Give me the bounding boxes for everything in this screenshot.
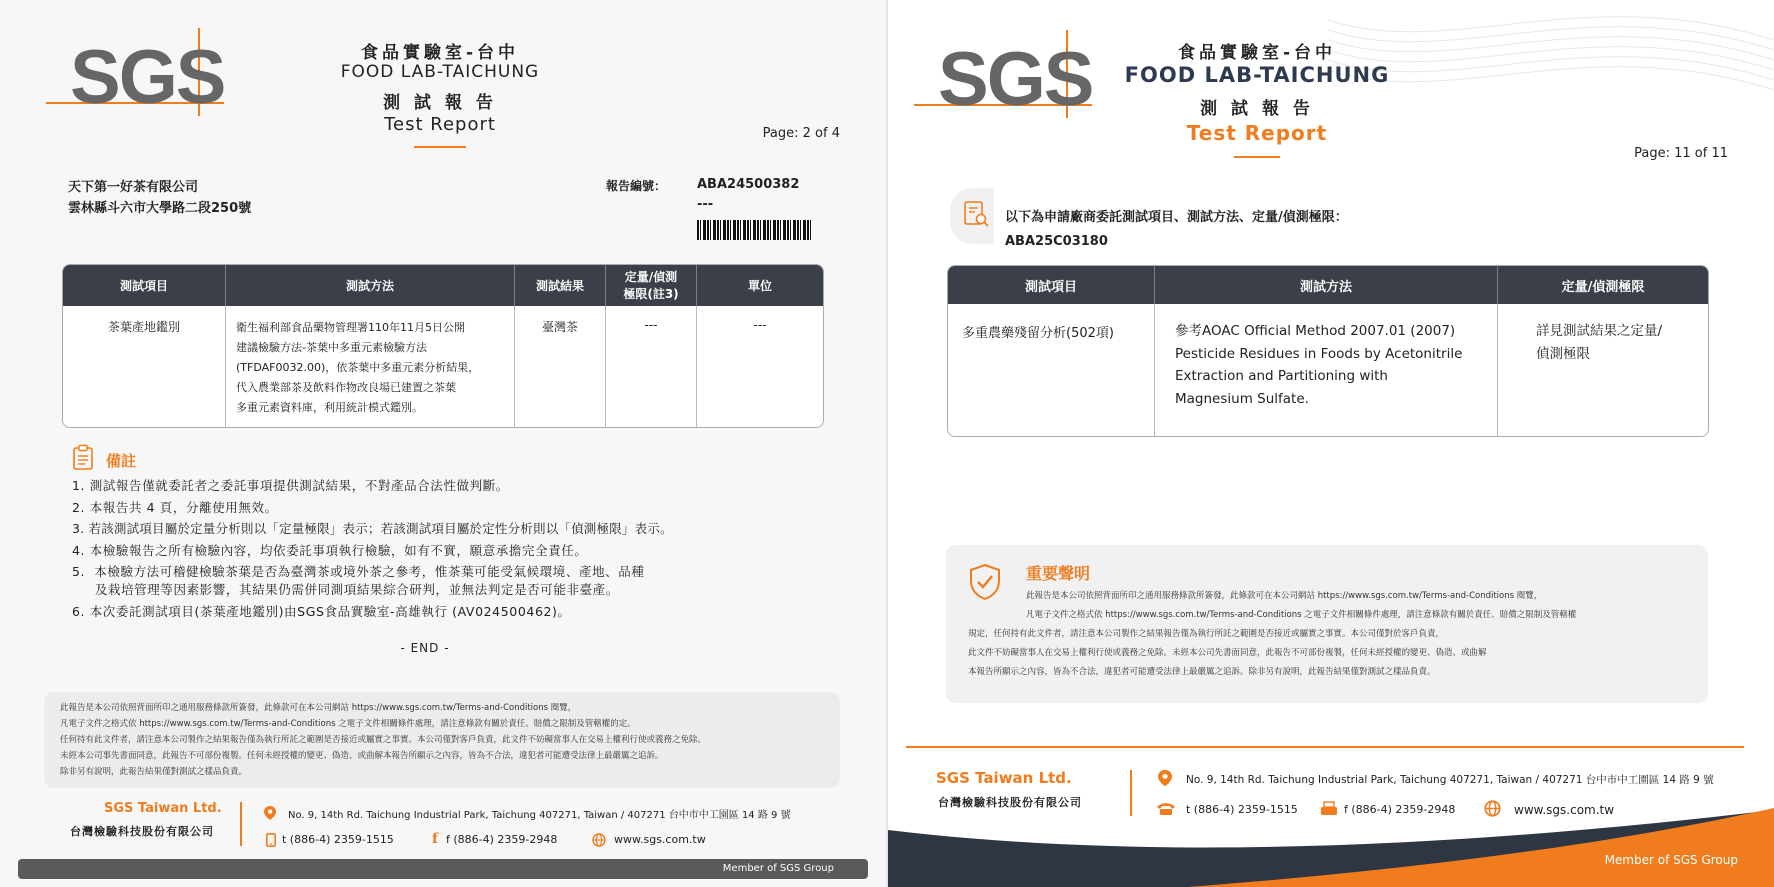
barcode [697, 220, 812, 240]
cell-limit: --- [606, 306, 697, 427]
title-underline [414, 146, 466, 148]
phone-icon [266, 832, 276, 851]
end-marker: - END - [400, 641, 450, 655]
notes-title: 備註 [106, 452, 137, 470]
note-2: 2. 本報告共 4 頁，分離使用無效。 [72, 499, 278, 515]
company-name-en: SGS Taiwan Ltd. [104, 801, 222, 816]
company-name-cn: 台灣檢驗科技股份有限公司 [938, 796, 1082, 809]
globe-icon [592, 832, 606, 851]
document-search-icon [950, 188, 994, 244]
statement-box [946, 545, 1708, 703]
client-address: 雲林縣斗六市大學路二段250號 [68, 201, 252, 216]
report-number-sub: --- [697, 197, 714, 212]
col-unit: 單位 [697, 265, 823, 306]
note-3: 3. 若該測試項目屬於定量分析則以「定量極限」表示；若該測試項目屬於定性分析則以「偵測極限」表示。 [72, 521, 673, 536]
table-row [948, 304, 1708, 436]
report-title-cn: 測 試 報 告 [383, 93, 497, 113]
client-name: 天下第一好茶有限公司 [68, 180, 199, 195]
report-page-right [888, 0, 1774, 887]
notes-list [72, 477, 852, 621]
company-name-cn: 台灣檢驗科技股份有限公司 [70, 825, 214, 838]
footer-swoosh [888, 790, 1774, 887]
page-number: Page: 11 of 11 [1634, 146, 1728, 161]
col-limit: 定量/偵測極限 [1498, 266, 1708, 304]
footer-rule [906, 746, 1744, 748]
col-test-item: 測試項目 [63, 265, 226, 306]
company-name-en: SGS Taiwan Ltd. [936, 769, 1072, 787]
report-title-cn: 測 試 報 告 [1200, 99, 1314, 119]
footer-phone: t (886-4) 2359-1515 [1186, 803, 1298, 816]
intro-text: 以下為申請廠商委託測試項目、測試方法、定量/偵測極限： [1005, 210, 1348, 225]
note-6: 6. 本次委託測試項目(茶葉產地鑑別)由SGS食品實驗室-高雄執行 (AV024500462)。 [72, 603, 571, 619]
member-bar [18, 859, 868, 879]
lab-title-cn: 食品實驗室-台中 [1177, 43, 1337, 63]
page-number: Page: 2 of 4 [762, 126, 840, 141]
footer-website: www.sgs.com.tw [614, 833, 706, 846]
lab-title-en: FOOD LAB-TAICHUNG [340, 62, 540, 82]
cell-unit: --- [697, 306, 823, 427]
location-icon [264, 805, 276, 824]
col-test-method: 測試方法 [1155, 266, 1498, 304]
col-limit: 定量/偵測 極限(註3) [606, 265, 697, 306]
cell-method: 衛生福利部食品藥物管理署110年11月5日公開 建議檢驗方法-茶葉中多重元素檢驗方法 (TFDAF0032.00)，依茶葉中多重元素分析結果， 代入農業部茶及飲料作物改良場已建置之茶葉 多重元素資料庫，利用統計模式鑑別。 [226, 306, 515, 427]
note-5: 5. 本檢驗方法可稽健檢驗茶葉是否為臺灣茶或境外茶之參考，惟茶葉可能受氣候環境、產地、品種 [72, 564, 645, 579]
statement-title: 重要聲明 [1026, 564, 1091, 583]
clipboard-icon [72, 444, 94, 474]
cell-item: 多重農藥殘留分析(502項) [948, 304, 1155, 436]
col-test-item: 測試項目 [948, 266, 1155, 304]
sgs-logo [914, 30, 1094, 120]
footer-address: No. 9, 14th Rd. Taichung Industrial Park, Taichung 407271, Taiwan / 407271 台中市中工園區 14 路 9 號 [1186, 774, 1714, 786]
sgs-logo [46, 28, 226, 118]
col-test-result: 測試結果 [515, 265, 606, 306]
statement-text: 此報告是本公司依照背面所印之通用服務條款所簽發，此條款可在本公司網站 https://www.sgs.com.tw/Terms-and-Conditions 閱覽， 凡電子文件之格式依 https://www.sgs.com.tw/Terms-and-Conditions 之電子文件相關條件處理，請注意條款有關於責任、賠償之限制及管轄權 規定，任何持有此文件者，請注意本公司製作之結果報告僅為執行所託之範圍是否接近或屬實之事實。本公司僅對於客戶負責， 此文件不妨礙當事人在交易上權利行使或義務之免除。未經本公司先書面同意，此報告不可部份複製，任何未經授權的變更、偽造、或曲解 本報告所顯示之內容，皆為不合法，違犯者可能遭受法律上最嚴厲之追訴。除非另有說明，此報告結果僅對測試之樣品負責。 [968, 591, 1577, 677]
lab-title-en: FOOD LAB-TAICHUNG [1124, 63, 1390, 87]
cell-method: 參考AOAC Official Method 2007.01 (2007) Pesticide Residues in Foods by Acetonitrile Extraction and Partitioning with Magnesium Sulfate. [1155, 304, 1498, 436]
lab-title-cn: 食品實驗室-台中 [360, 43, 520, 63]
report-title-en: Test Report [384, 114, 496, 135]
footer-address: No. 9, 14th Rd. Taichung Industrial Park, Taichung 407271, Taiwan / 407271 台中市中工園區 14 路 9 號 [288, 810, 791, 821]
location-icon [1158, 769, 1172, 791]
footer-fax: f (886-4) 2359-2948 [446, 833, 558, 846]
footer-phone: t (886-4) 2359-1515 [282, 833, 394, 846]
cell-result: 臺灣茶 [515, 306, 606, 427]
sgs-logo-text: SGS [938, 37, 1093, 122]
report-page-left [0, 0, 886, 887]
methods-table [948, 266, 1708, 436]
sgs-logo-text: SGS [70, 35, 225, 120]
cell-item: 茶葉產地鑑別 [63, 306, 226, 427]
report-title-en: Test Report [1186, 121, 1328, 145]
fax-icon: f [432, 831, 439, 847]
report-number-label: 報告編號： [606, 179, 667, 193]
report-number: ABA25C03180 [1005, 234, 1108, 249]
note-4: 4. 本檢驗報告之所有檢驗內容，均依委託事項執行檢驗，如有不實，願意承擔完全責任。 [72, 542, 588, 558]
note-5-cont: 及栽培管理等因素影響，其結果仍需併同測項結果綜合研判，並無法判定是否可能非臺產。 [72, 582, 619, 597]
footer-divider [240, 802, 242, 846]
disclaimer-text: 此報告是本公司依照背面所印之通用服務條款所簽發，此條款可在本公司網站 https://www.sgs.com.tw/Terms-and-Conditions 閱覽， 凡電子文件之格式依 https://www.sgs.com.tw/Terms-and-Conditions 之電子文件相關條件處理，請注意條款有關於責任、賠償之限制及管轄權的定。 任何持有此文件者，請注意本公司製作之結果報告僅為執行所託之範圍是否接近或屬實之事實。本公司僅對客戶負責，此文件不妨礙當事人在交易上權利行使或義務之免除。 未經本公司事先書面同意，此報告不可部份複製。任何未經授權的變更、偽造、或曲解本報告所顯示之內容，皆為不合法，違犯者可能遭受法律上最嚴厲之追訴。 除非另有說明，此報告結果僅對測試之樣品負責。 [60, 703, 707, 777]
results-table-frame [62, 264, 824, 428]
methods-table-frame [947, 265, 1709, 437]
disclaimer-box [44, 692, 840, 788]
col-test-method: 測試方法 [226, 265, 515, 306]
table-row [63, 306, 823, 427]
footer-website: www.sgs.com.tw [1514, 803, 1615, 817]
member-text: Member of SGS Group [1604, 853, 1738, 867]
cell-limit: 詳見測試結果之定量/ 偵測極限 [1498, 304, 1708, 436]
note-1: 1. 測試報告僅就委託者之委託事項提供測試結果，不對產品合法性做判斷。 [72, 478, 509, 493]
report-number: ABA24500382 [697, 177, 800, 192]
title-underline [1234, 156, 1280, 158]
member-text: Member of SGS Group [722, 863, 834, 874]
results-table [63, 265, 823, 427]
footer-fax: f (886-4) 2359-2948 [1344, 803, 1456, 816]
